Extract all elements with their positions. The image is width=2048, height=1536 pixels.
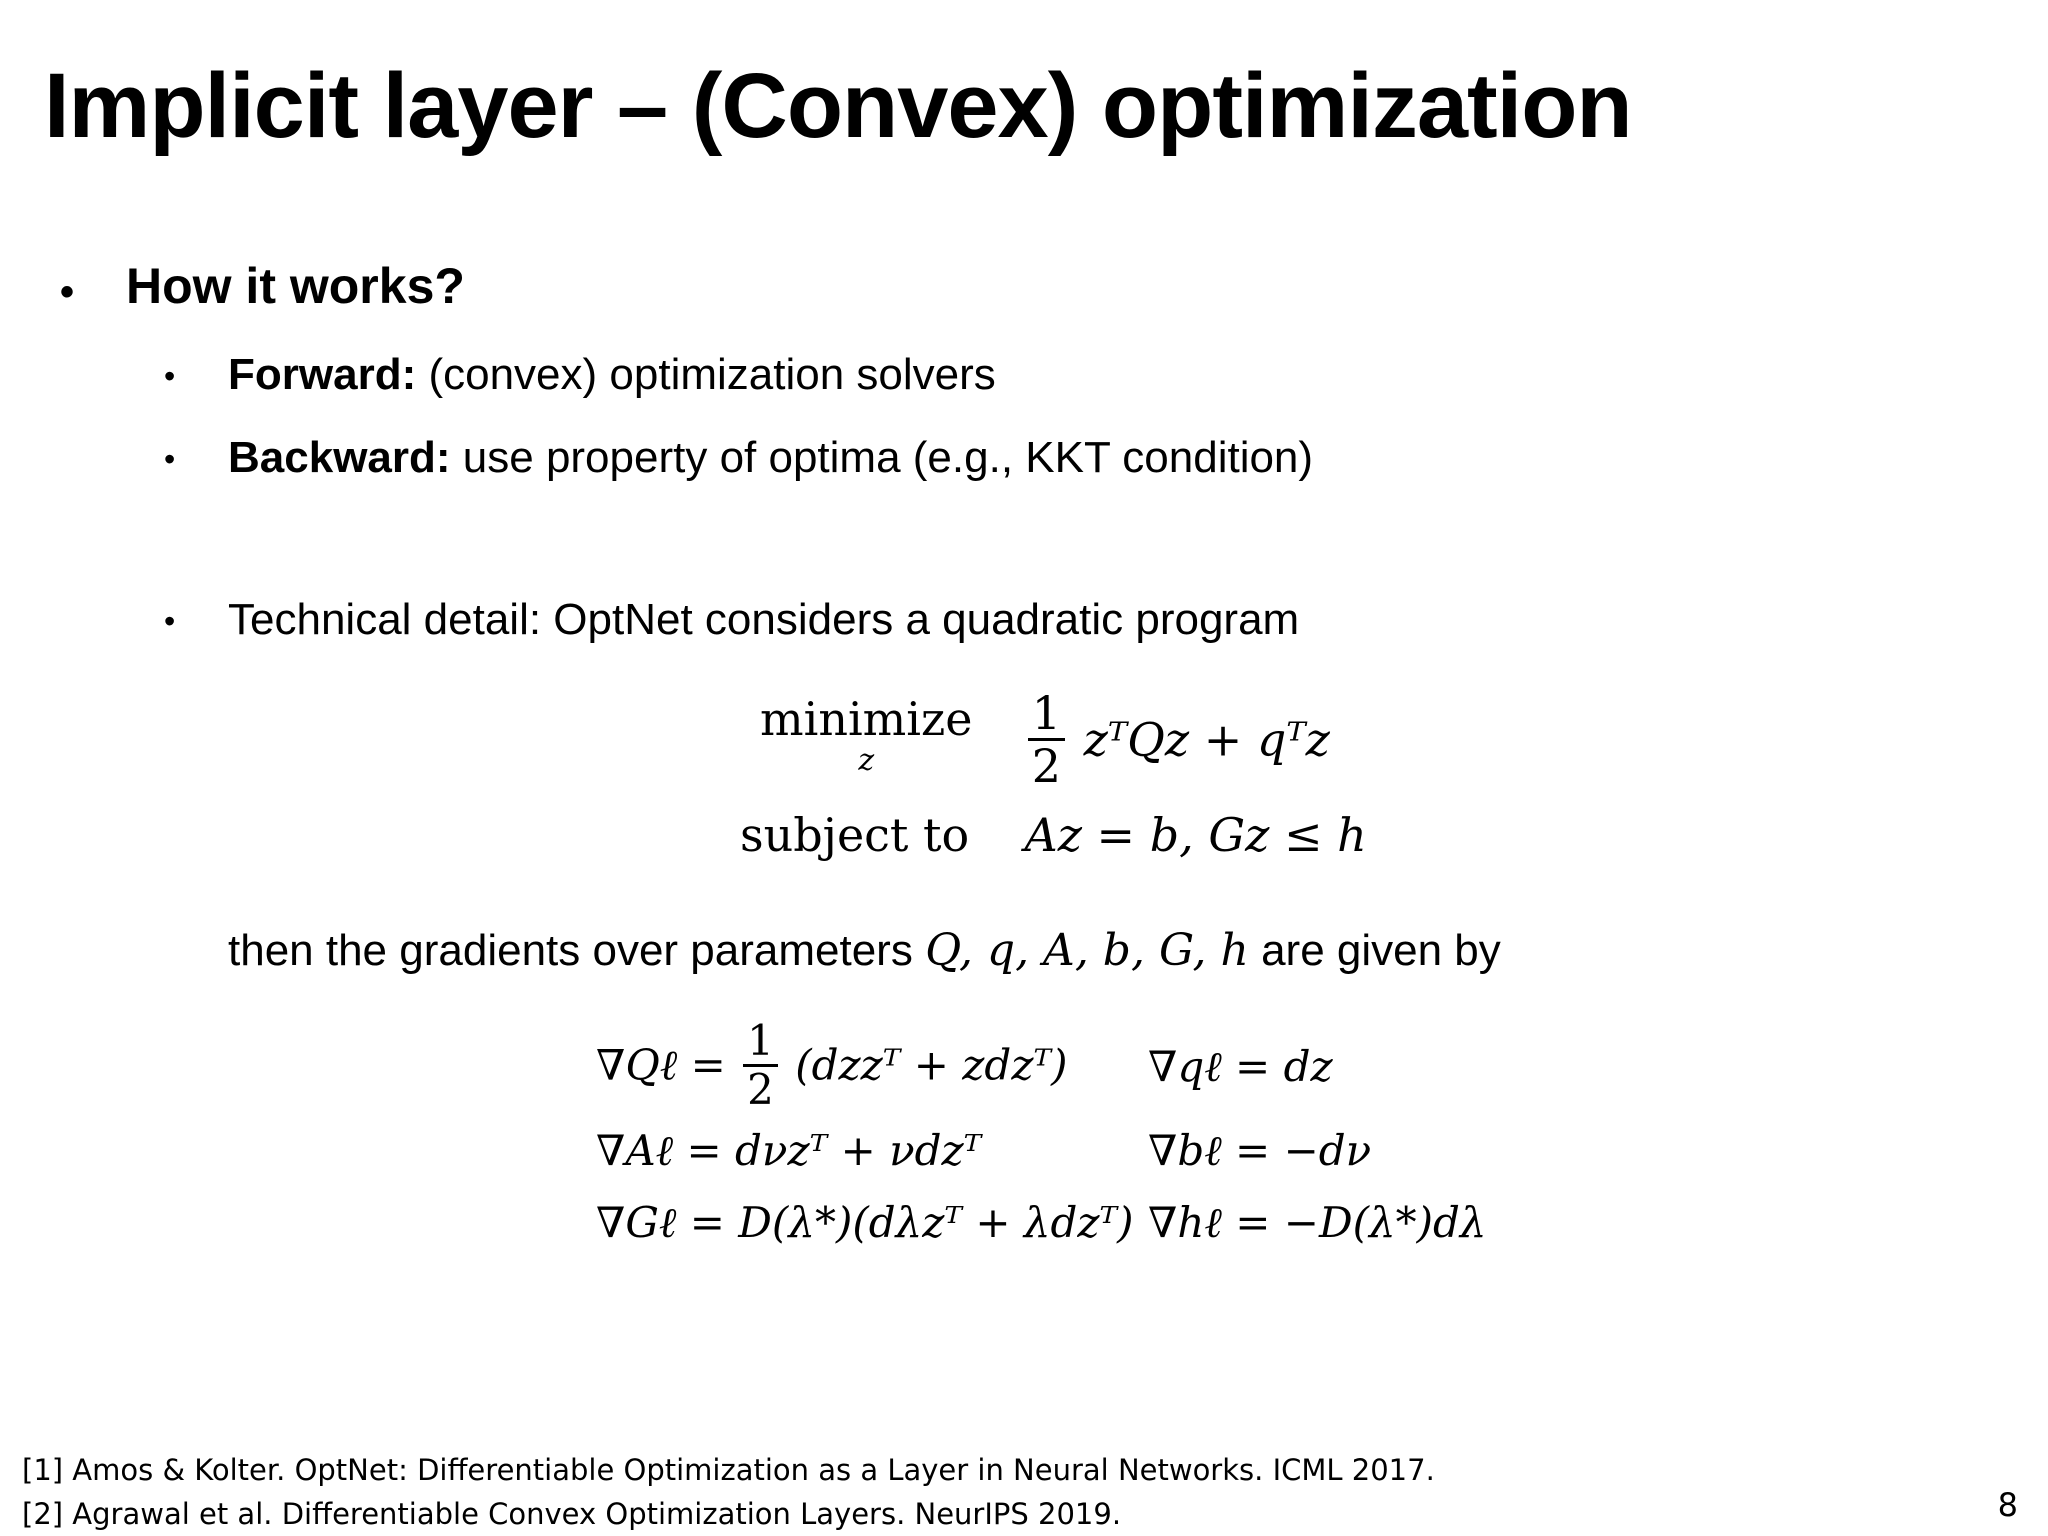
subject-to-label: subject to xyxy=(740,808,970,862)
forward-text: (convex) optimization solvers xyxy=(416,350,996,399)
bullet-forward xyxy=(164,350,996,401)
minimize-operator xyxy=(760,691,973,778)
grad-Q-fraction-denominator: 2 xyxy=(747,1065,774,1114)
grad-Q-fraction xyxy=(743,1016,778,1114)
bullet-how-it-works xyxy=(60,258,465,316)
reference-2: [2] Agrawal et al. Differentiable Convex Optimization Layers. NeurIPS 2019. xyxy=(22,1497,1122,1531)
grad-h-expression: ∇hℓ = −D(λ*)dλ xyxy=(1148,1198,1487,1247)
gradients-sentence-suffix: are given by xyxy=(1248,926,1501,975)
backward-label: Backward: xyxy=(228,433,451,482)
minimize-variable: z xyxy=(858,742,875,778)
bullet-dot: • xyxy=(164,603,176,639)
reference-1: [1] Amos & Kolter. OptNet: Differentiable Optimization as a Layer in Neural Networks. ICML 2017. xyxy=(22,1453,1435,1487)
grad-A-equation xyxy=(596,1126,982,1175)
objective-fraction xyxy=(1028,686,1065,793)
grad-b-expression: ∇bℓ = −dν xyxy=(1148,1126,1372,1175)
gradients-sentence-prefix: then the gradients over parameters xyxy=(228,926,926,975)
page-number: 8 xyxy=(1997,1486,2018,1524)
grad-Q-fraction-numerator: 1 xyxy=(743,1020,778,1067)
bullet-backward xyxy=(164,433,1314,484)
grad-b-equation xyxy=(1148,1126,1372,1175)
objective-expression: zᵀQz + qᵀz xyxy=(1083,712,1330,767)
references xyxy=(22,1448,1435,1536)
technical-detail-text: Technical detail: OptNet considers a quadratic program xyxy=(228,595,1300,644)
bullet-technical-detail xyxy=(164,595,1300,646)
gradients-sentence-params: Q, q, A, b, G, h xyxy=(925,925,1249,976)
forward-label: Forward: xyxy=(228,350,417,399)
minimize-label: minimize xyxy=(760,691,973,746)
bullet-how-it-works-text: How it works? xyxy=(126,258,465,314)
qp-objective xyxy=(760,686,1330,793)
grad-G-expression: ∇Gℓ = D(λ*)(dλzᵀ + λdzᵀ) xyxy=(596,1198,1134,1247)
grad-Q-lhs: ∇Qℓ = xyxy=(596,1040,726,1090)
grad-A-expression: ∇Aℓ = dνzᵀ + νdzᵀ xyxy=(596,1126,982,1175)
grad-Q-rhs: (dzzᵀ + zdzᵀ) xyxy=(795,1040,1068,1090)
grad-Q-equation xyxy=(596,1016,1068,1114)
constraints-expression: Az = b, Gz ≤ h xyxy=(1024,808,1367,862)
grad-q-equation xyxy=(1148,1042,1333,1091)
grad-q-expression: ∇qℓ = dz xyxy=(1148,1042,1333,1091)
objective-fraction-numerator: 1 xyxy=(1028,690,1065,741)
slide-title: Implicit layer – (Convex) optimization xyxy=(44,55,1632,157)
bullet-dot: • xyxy=(60,270,75,314)
grad-h-equation xyxy=(1148,1198,1487,1247)
bullet-dot: • xyxy=(164,358,176,394)
qp-constraints xyxy=(740,808,1367,862)
gradients-sentence xyxy=(228,926,1501,977)
bullet-dot: • xyxy=(164,441,176,477)
objective-fraction-denominator: 2 xyxy=(1031,739,1061,793)
grad-G-equation xyxy=(596,1198,1134,1247)
backward-text: use property of optima (e.g., KKT condition) xyxy=(450,433,1314,482)
